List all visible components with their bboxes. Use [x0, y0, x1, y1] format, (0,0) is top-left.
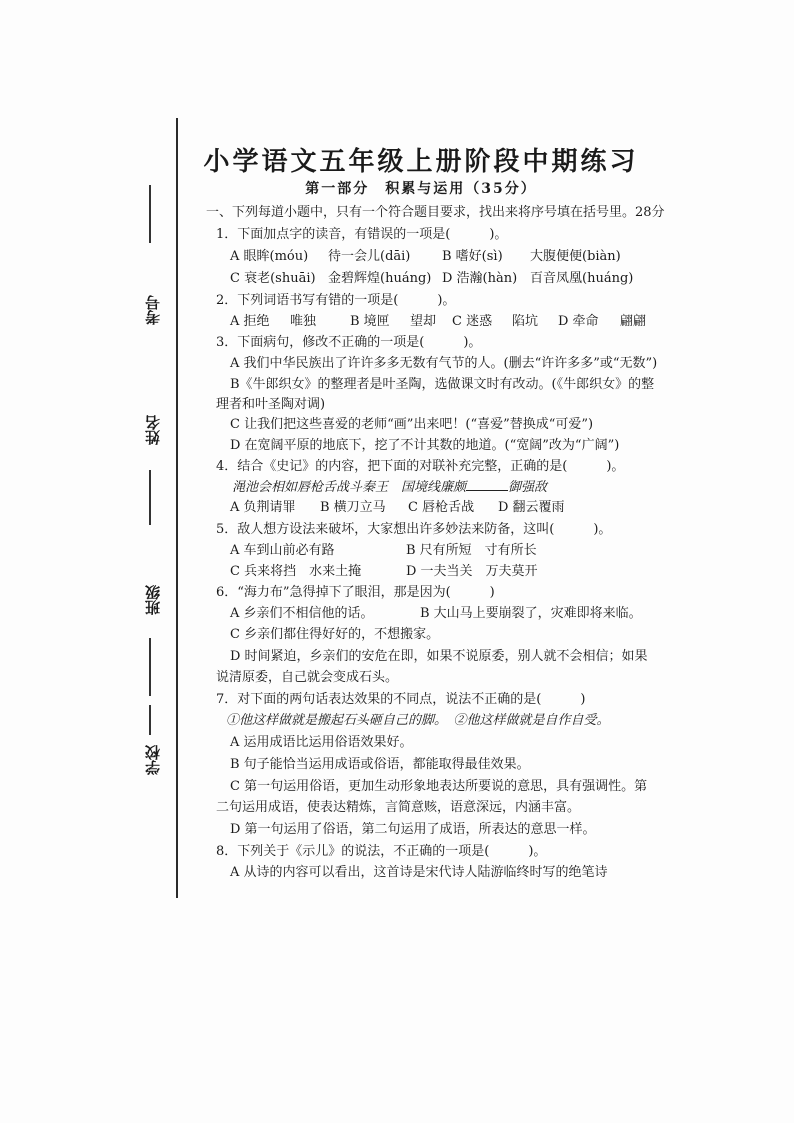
q2-option-d2: 翩翩 [620, 314, 647, 329]
q2-option-b2: 望却 [410, 314, 437, 329]
q2-stem: 2．下列词语书写有错的一项是( )。 [216, 293, 456, 308]
q7-option-c-line1: C 第一句运用俗语，更加生动形象地表达所要说的意思，具有强调性。第 [230, 779, 648, 794]
q1-options-row1 [230, 248, 650, 266]
q6-stem: 6．“海力布”急得掉下了眼泪，那是因为( ) [216, 585, 495, 600]
q3-option-c: C 让我们把这些喜爱的老师“画”出来吧！(“喜爱”替换成“可爱”) [230, 417, 594, 432]
q7-option-b: B 句子能恰当运用成语或俗语，都能取得最佳效果。 [230, 757, 530, 772]
school-field [130, 705, 170, 805]
q3-option-a: A 我们中华民族出了许许多多无数有气节的人。(删去“许许多多”或“无数”) [230, 356, 658, 371]
q5-option-b: B 尺有所短 寸有所长 [406, 543, 537, 558]
name-label: 姓名 [144, 415, 162, 445]
q6-option-a: A 乡亲们不相信他的话。 [230, 606, 374, 621]
q5-options-row1 [230, 542, 650, 560]
q4-stem: 4．结合《史记》的内容，把下面的对联补充完整，正确的是( )。 [216, 459, 625, 474]
q6-option-d-line1: D 时间紧迫，乡亲们的安危在即，如果不说原委，别人就不会相信；如果 [230, 649, 648, 664]
q2-option-a: A 拒绝 [230, 314, 270, 329]
q6-option-c: C 乡亲们都住得好好的，不想搬家。 [230, 627, 440, 642]
q2-option-c: C 迷惑 [452, 314, 493, 329]
q7-sentences: ①他这样做就是搬起石头砸自己的脚。 ②他这样做就是自作自受。 [226, 713, 610, 728]
q6-option-b: B 大山马上要崩裂了，灾难即将来临。 [420, 606, 642, 621]
q4-couplet [232, 478, 547, 497]
q2-options [230, 313, 650, 331]
q1-option-b2: 大腹便便(biàn) [530, 249, 621, 264]
q7-option-d: D 第一句运用了俗语，第二句运用了成语，所表达的意思一样。 [230, 822, 596, 837]
q2-option-c2: 陷坑 [512, 314, 539, 329]
q3-stem: 3．下面病句，修改不正确的一项是( )。 [216, 335, 482, 350]
q4-couplet-left: 渑池会相如唇枪舌战斗秦王 国境线廉颇 [232, 480, 467, 495]
class-label: 班级 [144, 585, 162, 615]
q3-option-b-line2: 理者和叶圣陶对调) [216, 397, 326, 412]
q2-option-d: D 牵命 [558, 314, 599, 329]
q1-option-d2: 百音凤凰(huáng) [530, 271, 634, 286]
q1-option-a2: 待一会儿(dāi) [328, 249, 411, 264]
q6-option-d-line2: 说清原委，自己就会变成石头。 [216, 670, 399, 685]
q5-option-c: C 兵来将挡 水来土掩 [230, 564, 362, 579]
q3-option-d: D 在宽阔平原的地底下，挖了不计其数的地道。(“宽阔”改为“广阔”) [230, 438, 620, 453]
q8-option-a: A 从诗的内容可以看出，这首诗是宋代诗人陆游临终时写的绝笔诗 [230, 865, 608, 880]
exam-no-label: 考号 [144, 295, 162, 325]
class-field [130, 570, 170, 710]
school-blank [149, 705, 151, 735]
q5-option-d: D 一夫当关 万夫莫开 [406, 564, 538, 579]
section-subtitle: 第一部分 积累与运用（35分） [305, 181, 537, 197]
page-title: 小学语文五年级上册阶段中期练习 [203, 147, 639, 177]
q4-options [230, 499, 650, 517]
q1-option-c: C 衰老(shuāi) [230, 271, 316, 286]
q6-options-row1 [230, 605, 650, 623]
school-label: 学校 [144, 745, 162, 775]
q5-stem: 5．敌人想方设法来破坏，大家想出许多妙法来防备，这叫( )。 [216, 522, 612, 537]
q5-option-a: A 车到山前必有路 [230, 543, 335, 558]
q1-option-d: D 浩瀚(hàn) [442, 271, 518, 286]
q4-couplet-right: 御强敌 [508, 480, 548, 495]
q1-option-b: B 嗜好(sì) [442, 249, 503, 264]
q1-option-a: A 眼眸(móu) [230, 249, 309, 264]
q4-option-c: C 唇枪舌战 [408, 500, 475, 515]
q4-option-a: A 负荆请罪 [230, 500, 296, 515]
q2-option-b: B 境匣 [350, 314, 390, 329]
q7-option-c-line2: 二句运用成语，使表达精炼，言简意赅，语意深远，内涵丰富。 [216, 800, 581, 815]
q8-stem: 8．下列关于《示儿》的说法，不正确的一项是( )。 [216, 844, 547, 859]
q1-stem: 1．下面加点字的读音，有错误的一项是( )。 [216, 227, 508, 242]
q7-option-a: A 运用成语比运用俗语效果好。 [230, 735, 413, 750]
name-blank [149, 470, 151, 525]
q4-option-d: D 翻云覆雨 [498, 500, 565, 515]
q2-option-a2: 唯独 [290, 314, 317, 329]
q7-stem: 7．对下面的两句话表达效果的不同点，说法不正确的是( ) [216, 692, 586, 707]
exam-no-blank [149, 185, 151, 243]
exam-no-field [130, 185, 170, 335]
q4-option-b: B 横刀立马 [320, 500, 386, 515]
q4-couplet-blank [466, 478, 508, 491]
q1-options-row2 [230, 270, 650, 288]
class-blank [149, 638, 151, 696]
binding-line [176, 118, 178, 898]
section1-instruction: 一、下列每道小题中，只有一个符合题目要求，找出来将序号填在括号里。28分 [206, 205, 665, 220]
q5-options-row2 [230, 563, 650, 581]
q1-option-c2: 金碧辉煌(huáng) [328, 271, 432, 286]
name-field [130, 395, 170, 535]
q3-option-b-line1: B《牛郎织女》的整理者是叶圣陶，选做课文时有改动。(《牛郎织女》的整 [230, 377, 655, 392]
